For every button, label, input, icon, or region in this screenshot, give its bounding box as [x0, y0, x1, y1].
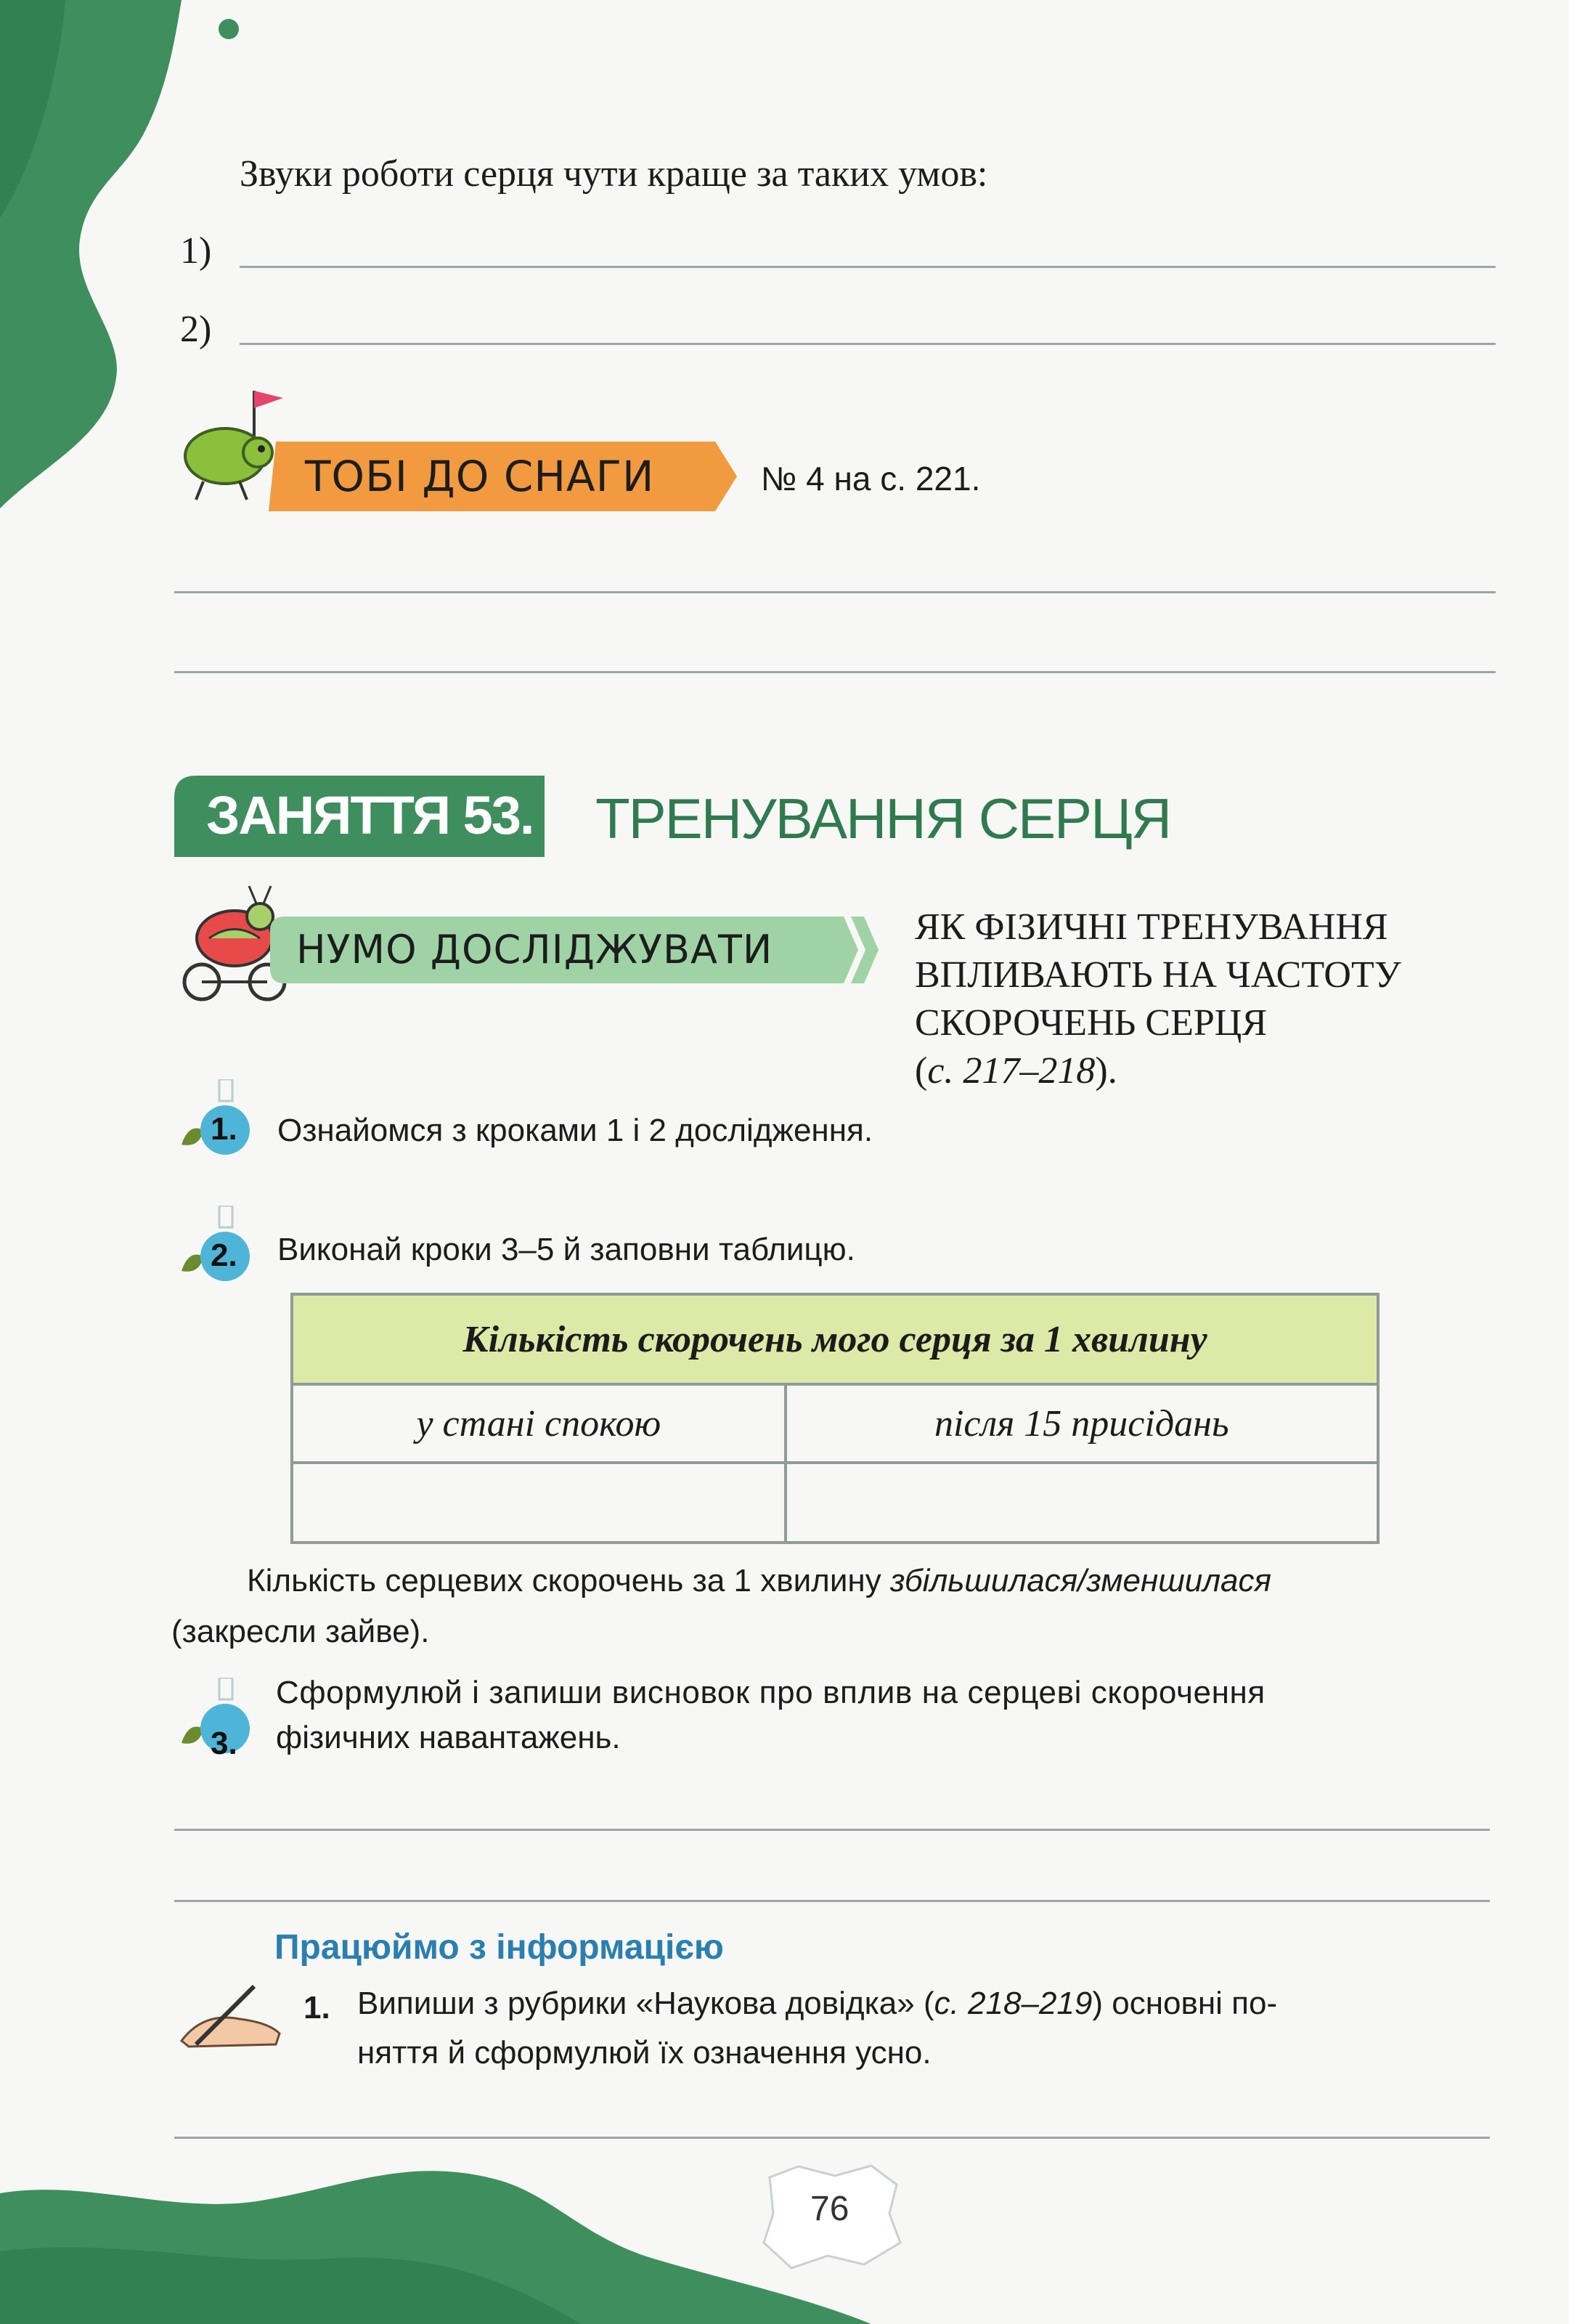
result-lead: Кількість серцевих скорочень за 1 хвилину: [247, 1563, 890, 1598]
table-cell-rest-input[interactable]: [292, 1463, 786, 1543]
table-cell-squats-input[interactable]: [786, 1463, 1378, 1543]
table-col-rest: у стані спокою: [292, 1384, 786, 1463]
answer-line-1[interactable]: [240, 266, 1496, 268]
step-3-text-line-2: фізичних навантажень.: [276, 1720, 621, 1755]
conclusion-line-2[interactable]: [174, 1900, 1490, 1902]
info-answer-line[interactable]: [174, 2137, 1490, 2139]
info-task-number: 1.: [303, 1990, 330, 2026]
challenge-reference: № 4 на с. 221.: [761, 460, 981, 497]
result-sentence: [247, 1563, 1271, 1599]
table-col-squats: після 15 присідань: [786, 1384, 1378, 1463]
explore-question: [915, 903, 1401, 1095]
question-line-3: СКОРОЧЕНЬ СЕРЦЯ: [915, 1002, 1268, 1044]
info-section-heading: Працюймо з інформацією: [274, 1928, 724, 1967]
answer-label-1: 1): [180, 230, 212, 272]
info-task-line-2: няття й сформулюй їх означення усно.: [357, 2035, 932, 2071]
step-3-text-line-1: Сформулюй і запиши висновок про вплив на серцеві скорочення: [276, 1675, 1266, 1710]
heartbeat-table: [290, 1293, 1380, 1544]
answer-label-2: 2): [180, 309, 212, 350]
info-task-pages: с. 218–219: [934, 1986, 1093, 2021]
step-2-text: Виконай кроки 3–5 й заповни таблицю.: [277, 1232, 855, 1267]
lesson-title: ТРЕНУВАННЯ СЕРЦЯ: [595, 787, 1171, 850]
step-2-number: 2.: [211, 1238, 237, 1273]
step-1-text: Ознайомся з кроками 1 і 2 дослідження.: [277, 1113, 873, 1148]
heart-sounds-prompt: Звуки роботи серця чути краще за таких умов:: [240, 153, 988, 195]
info-task-line-1: Випиши з рубрики «Наукова довідка» (с. 218–219) основні по-: [357, 1986, 1278, 2021]
result-note: (закресли зайве).: [171, 1614, 430, 1649]
hand-writing-icon: [174, 1983, 283, 2048]
explore-banner-label: НУМО ДОСЛІДЖУВАТИ: [296, 927, 773, 972]
challenge-banner-label: ТОБІ ДО СНАГИ: [305, 452, 655, 501]
result-options[interactable]: збільшилася/зменшилася: [889, 1563, 1271, 1598]
question-line-2: ВПЛИВАЮТЬ НА ЧАСТОТУ: [915, 954, 1401, 996]
page-number: 76: [810, 2190, 849, 2228]
lesson-number: ЗАНЯТТЯ 53.: [206, 785, 534, 845]
table-title: Кількість скорочень мого серця за 1 хвилину: [292, 1294, 1378, 1384]
question-pages: (с. 217–218).: [915, 1050, 1117, 1092]
step-3-number: 3.: [211, 1726, 237, 1761]
conclusion-line-1[interactable]: [174, 1829, 1490, 1831]
question-pages-ref: с. 217–218: [927, 1050, 1096, 1092]
step-1-number: 1.: [211, 1111, 237, 1147]
decorative-green-blob-bottom: [0, 2150, 871, 2324]
challenge-answer-line-1[interactable]: [174, 591, 1496, 593]
answer-line-2[interactable]: [240, 343, 1496, 345]
challenge-answer-line-2[interactable]: [174, 671, 1496, 673]
question-line-1: ЯК ФІЗИЧНІ ТРЕНУВАННЯ: [915, 906, 1388, 948]
